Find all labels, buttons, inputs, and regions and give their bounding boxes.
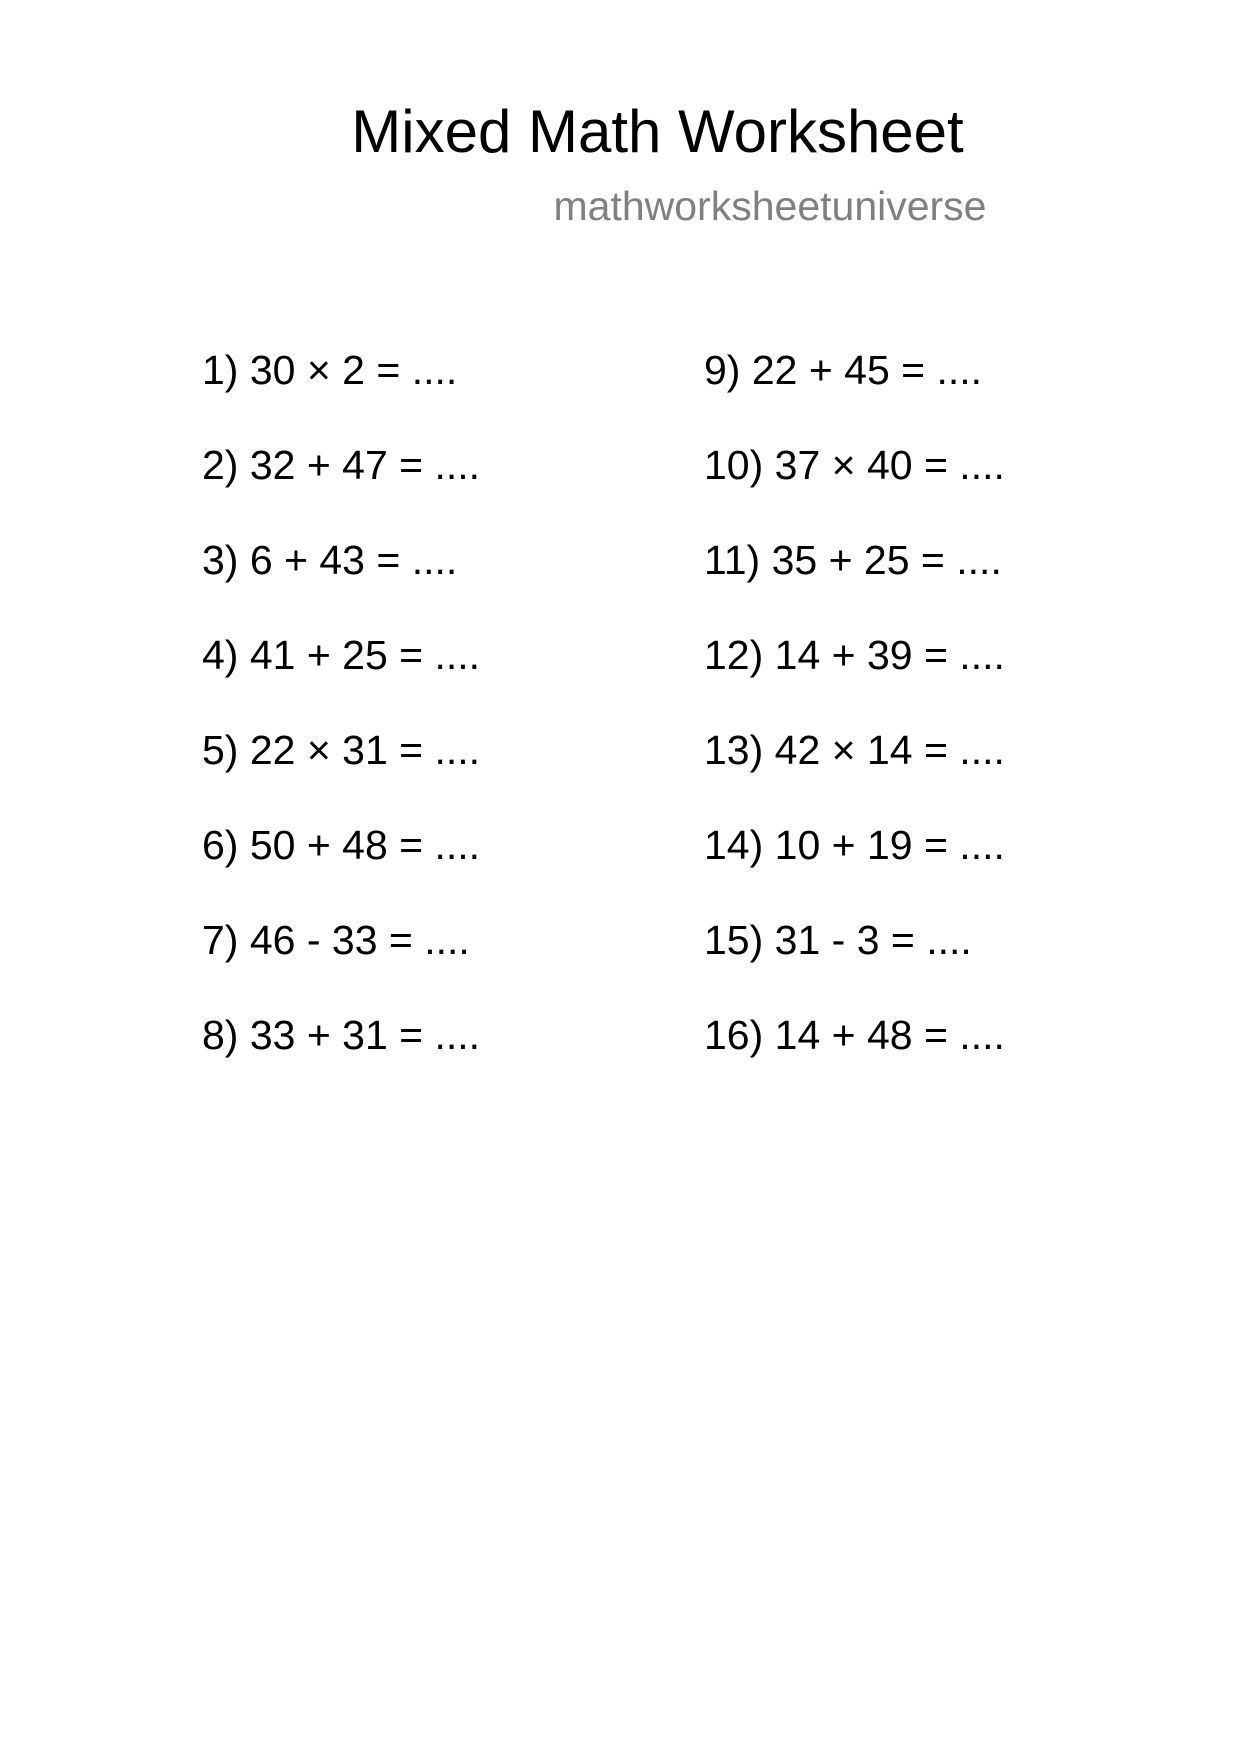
math-problem: 3) 6 + 43 = .... <box>202 537 458 583</box>
math-problem: 12) 14 + 39 = .... <box>704 632 1005 678</box>
worksheet-title: Mixed Math Worksheet <box>351 98 964 165</box>
math-problem: 14) 10 + 19 = .... <box>704 822 1005 868</box>
math-problem: 9) 22 + 45 = .... <box>704 347 983 393</box>
math-problem: 11) 35 + 25 = .... <box>704 537 1002 583</box>
math-problem: 7) 46 - 33 = .... <box>202 917 470 963</box>
math-problem: 10) 37 × 40 = .... <box>704 442 1005 488</box>
math-problem: 1) 30 × 2 = .... <box>202 347 458 393</box>
problems-left-column <box>202 346 480 1106</box>
math-problem: 4) 41 + 25 = .... <box>202 632 481 678</box>
math-problem: 16) 14 + 48 = .... <box>704 1012 1005 1058</box>
problems-right-column <box>704 346 1005 1106</box>
math-problem: 5) 22 × 31 = .... <box>202 727 481 773</box>
math-problem: 8) 33 + 31 = .... <box>202 1012 481 1058</box>
math-problem: 13) 42 × 14 = .... <box>704 727 1005 773</box>
worksheet-subtitle: mathworksheetuniverse <box>553 183 987 229</box>
math-problem: 15) 31 - 3 = .... <box>704 917 972 963</box>
math-problem: 6) 50 + 48 = .... <box>202 822 481 868</box>
math-problem: 2) 32 + 47 = .... <box>202 442 481 488</box>
